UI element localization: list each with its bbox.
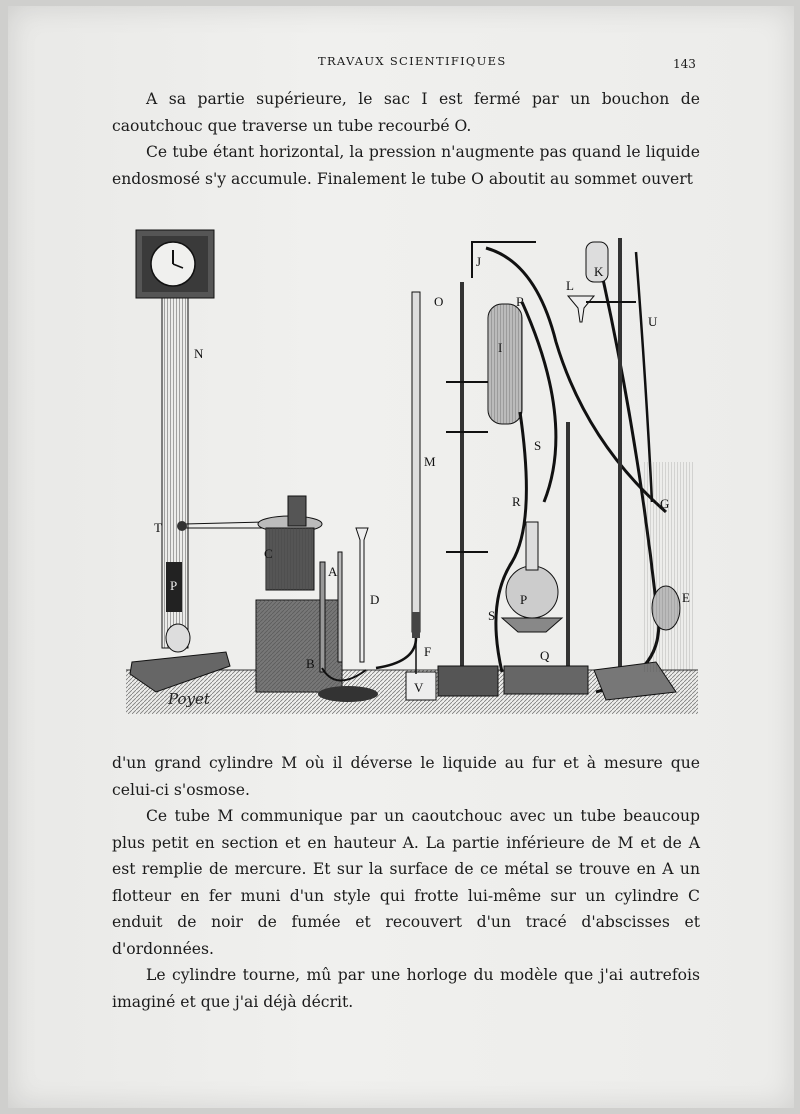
engraver-signature: Poyet [168, 690, 210, 708]
paragraph: Ce tube étant horizontal, la pression n'augmente pas quand le liquide endosmosé s'y accumule. Finalement le tube O aboutit au sommet ouvert [112, 143, 700, 188]
label-t: T [154, 520, 162, 535]
paragraph: A sa partie supérieure, le sac I est fermé par un bouchon de caoutchouc que traverse un tube recourbé O. [112, 90, 700, 135]
label-s: S [534, 438, 542, 453]
label-d: D [370, 592, 380, 607]
text-block-bottom [112, 750, 700, 1015]
label-l: L [566, 278, 574, 293]
label-j: J [476, 254, 482, 269]
label-p: P [170, 578, 178, 593]
recording-cylinder [256, 496, 342, 692]
paragraph: d'un grand cylindre M où il déverse le liquide au fur et à mesure que celui-ci s'osmose. [112, 754, 700, 799]
label-v: V [414, 680, 424, 695]
label-g: G [660, 496, 670, 511]
label-k: K [594, 264, 604, 279]
label-r: R [516, 294, 525, 309]
page-number: 143 [673, 57, 696, 71]
label-u: U [648, 314, 658, 329]
running-header [8, 54, 794, 74]
label-i: I [498, 340, 503, 355]
label-q: Q [540, 648, 550, 663]
reservoir-stand [568, 238, 694, 700]
apparatus-figure [116, 222, 700, 718]
text-block-top [112, 86, 700, 192]
tube-m-assembly [376, 292, 436, 700]
label-r-lower: R [512, 494, 521, 509]
label-b: B [306, 656, 315, 671]
label-m: M [424, 454, 436, 469]
pulley [177, 521, 187, 531]
label-e: E [682, 590, 690, 605]
label-c: C [264, 546, 273, 561]
apparatus-engraving [116, 222, 700, 718]
label-p-flask: P [520, 592, 528, 607]
label-f: F [424, 644, 432, 659]
label-o: O [434, 294, 444, 309]
clock-tower [130, 230, 230, 692]
label-s-lower: S [488, 608, 496, 623]
label-a: A [328, 564, 338, 579]
paragraph: Ce tube M communique par un caoutchouc avec un tube beaucoup plus petit en section et en hauteur A. La partie inférieure de M et de A est remplie de mercure. Et sur la surface de ce métal se trouve en A un flotteur en fer muni d'un style qui frotte lui-même sur un cylindre C enduit de noir de fumée et recouvert d'un tracé d'abscisses et d'ordonnées. [112, 807, 700, 958]
book-page [8, 6, 794, 1108]
running-title: TRAVAUX SCIENTIFIQUES [318, 54, 507, 68]
paragraph: Le cylindre tourne, mû par une horloge du modèle que j'ai autrefois imaginé et que j'ai déjà décrit. [112, 966, 700, 1011]
label-n: N [194, 346, 204, 361]
